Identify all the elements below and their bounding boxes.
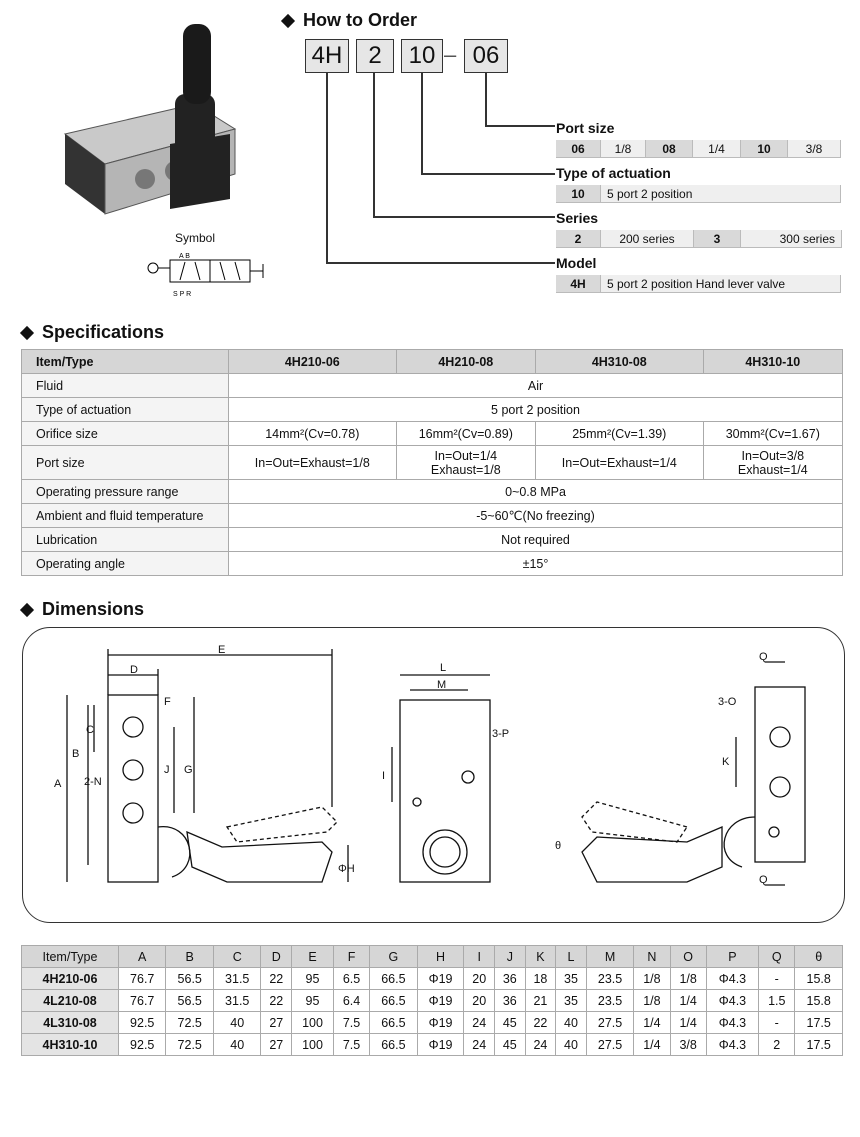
dim-header-col: J: [495, 946, 526, 968]
spec-header-type: 4H210-08: [396, 350, 535, 374]
dim-cell: 76.7: [118, 990, 166, 1012]
dim-cell: 31.5: [213, 990, 261, 1012]
dim-cell: Φ4.3: [706, 1034, 758, 1056]
dim-cell: 17.5: [795, 1012, 843, 1034]
code-box-series: 2: [356, 39, 394, 73]
dim-cell: 24: [464, 1012, 495, 1034]
dim-cell: 92.5: [118, 1034, 166, 1056]
dim-label-G: G: [184, 764, 193, 776]
dim-header-col: A: [118, 946, 166, 968]
dim-cell: 1/8: [670, 968, 706, 990]
spec-value: [396, 446, 535, 480]
dim-cell: 1/4: [670, 990, 706, 1012]
dim-cell: Φ19: [417, 1012, 464, 1034]
dim-cell: 20: [464, 968, 495, 990]
dim-header-col: P: [706, 946, 758, 968]
dim-cell: 56.5: [166, 968, 214, 990]
dim-header-col: C: [213, 946, 261, 968]
specifications-heading: [22, 322, 164, 343]
dim-cell: 36: [495, 968, 526, 990]
dim-header-col: K: [525, 946, 556, 968]
dim-label-A: A: [54, 778, 62, 790]
dim-table-row: [22, 968, 843, 990]
spec-row-lubrication: [22, 528, 843, 552]
dim-cell: 1/4: [634, 1034, 670, 1056]
dim-label-B: B: [72, 748, 80, 760]
dim-cell: 72.5: [166, 1012, 214, 1034]
spec-header-type: 4H210-06: [229, 350, 397, 374]
dim-cell: 36: [495, 990, 526, 1012]
dim-cell: 22: [261, 990, 292, 1012]
spec-header-item: Item/Type: [22, 350, 229, 374]
spec-value: 16mm²(Cv=0.89): [396, 422, 535, 446]
spec-value: 5 port 2 position: [229, 398, 843, 422]
spec-name: Fluid: [22, 374, 229, 398]
dimensions-title: Dimensions: [42, 599, 145, 619]
valve-symbol: [145, 250, 275, 300]
spec-row-angle: [22, 552, 843, 576]
dim-cell: 6.5: [333, 968, 369, 990]
dim-label-Q-bottom: Q: [759, 874, 768, 886]
port-size-1-8: 1/8: [601, 140, 646, 158]
dim-cell: 100: [292, 1034, 334, 1056]
dim-header-col: Q: [759, 946, 795, 968]
dim-cell: 45: [495, 1034, 526, 1056]
specifications-title: Specifications: [42, 322, 165, 342]
diamond-icon: [20, 602, 34, 616]
spec-name: Lubrication: [22, 528, 229, 552]
symbol-label: Symbol: [175, 231, 216, 245]
dim-cell: 24: [525, 1034, 556, 1056]
dim-label-M: M: [437, 679, 447, 691]
dim-cell: 66.5: [370, 1012, 418, 1034]
dim-cell: 40: [213, 1012, 261, 1034]
dim-table-row: [22, 1034, 843, 1056]
port-code-10: 10: [741, 140, 788, 158]
dim-cell: 24: [464, 1034, 495, 1056]
dim-cell: 1/8: [634, 990, 670, 1012]
spec-row-temperature: [22, 504, 843, 528]
dim-label-F: F: [164, 696, 171, 708]
diamond-icon: [281, 13, 295, 27]
dim-cell: 27: [261, 1034, 292, 1056]
dim-cell: 18: [525, 968, 556, 990]
dim-label-L: L: [440, 662, 447, 674]
dim-cell: Φ4.3: [706, 1012, 758, 1034]
dim-label-I: I: [382, 770, 386, 782]
dim-header-col: G: [370, 946, 418, 968]
dim-cell: 66.5: [370, 1034, 418, 1056]
dim-row-model: 4L210-08: [22, 990, 119, 1012]
spec-header-type: 4H310-08: [535, 350, 703, 374]
dim-cell: 95: [292, 968, 334, 990]
dim-cell: 1/4: [634, 1012, 670, 1034]
dim-cell: Φ4.3: [706, 990, 758, 1012]
spec-name: Ambient and fluid temperature: [22, 504, 229, 528]
dim-cell: 17.5: [795, 1034, 843, 1056]
dim-cell: 22: [261, 968, 292, 990]
code-dash: –: [444, 42, 457, 67]
dim-cell: 35: [556, 968, 587, 990]
model-label: Model: [556, 255, 597, 271]
spec-row-actuation: [22, 398, 843, 422]
dim-header-col: M: [586, 946, 634, 968]
dim-cell: Φ19: [417, 968, 464, 990]
spec-value-line: Exhaust=1/8: [430, 462, 501, 477]
dim-cell: 76.7: [118, 968, 166, 990]
actuation-label: Type of actuation: [556, 165, 671, 181]
dim-cell: 20: [464, 990, 495, 1012]
spec-row-fluid: [22, 374, 843, 398]
spec-header-row: [22, 350, 843, 374]
port-code-06: 06: [556, 140, 601, 158]
code-box-port: 06: [464, 39, 508, 73]
dim-cell: 40: [556, 1034, 587, 1056]
model-code: 4H: [556, 275, 601, 293]
dim-cell: 35: [556, 990, 587, 1012]
spec-value: 25mm²(Cv=1.39): [535, 422, 703, 446]
dim-cell: 100: [292, 1012, 334, 1034]
code-box-model: 4H: [305, 39, 349, 73]
diamond-icon: [20, 325, 34, 339]
actuation-value: 5 port 2 position: [601, 185, 841, 203]
dim-header-col: F: [333, 946, 369, 968]
dim-cell: -: [759, 968, 795, 990]
dimensions-table: [21, 945, 843, 1056]
dim-label-C: C: [86, 724, 94, 736]
spec-value: Air: [229, 374, 843, 398]
series-code-2: 2: [556, 230, 601, 248]
spec-name: Port size: [22, 446, 229, 480]
dim-label-N: 2-N: [84, 776, 102, 788]
dim-label-H: ΦH: [338, 863, 355, 875]
dim-cell: 7.5: [333, 1034, 369, 1056]
dim-row-model: 4H310-10: [22, 1034, 119, 1056]
spec-value: [703, 446, 842, 480]
how-to-order-title: How to Order: [303, 10, 418, 30]
dim-cell: -: [759, 1012, 795, 1034]
series-300: 300 series: [741, 230, 842, 248]
spec-row-port: [22, 446, 843, 480]
dim-label-K: K: [722, 756, 730, 768]
dim-header-row: [22, 946, 843, 968]
specifications-table: [21, 349, 843, 576]
dim-row-model: 4L310-08: [22, 1012, 119, 1034]
port-size-label: Port size: [556, 120, 615, 136]
dim-cell: 27.5: [586, 1012, 634, 1034]
dim-cell: 27: [261, 1012, 292, 1034]
spec-value: In=Out=Exhaust=1/8: [229, 446, 397, 480]
dimensions-drawing: [22, 627, 845, 923]
dim-cell: Φ4.3: [706, 968, 758, 990]
dim-cell: 27.5: [586, 1034, 634, 1056]
symbol-ports-bottom: S P R: [173, 291, 192, 298]
spec-name: Type of actuation: [22, 398, 229, 422]
dim-header-col: E: [292, 946, 334, 968]
dim-header-col: N: [634, 946, 670, 968]
series-label: Series: [556, 210, 599, 226]
model-row: [556, 275, 841, 293]
port-code-08: 08: [646, 140, 693, 158]
dim-cell: 7.5: [333, 1012, 369, 1034]
series-code-3: 3: [694, 230, 741, 248]
spec-name: Orifice size: [22, 422, 229, 446]
spec-header-type: 4H310-10: [703, 350, 842, 374]
model-value: 5 port 2 position Hand lever valve: [601, 275, 841, 293]
port-size-3-8: 3/8: [788, 140, 841, 158]
dim-header-item: Item/Type: [22, 946, 119, 968]
actuation-row: [556, 185, 841, 203]
dim-cell: 23.5: [586, 990, 634, 1012]
dim-header-col: L: [556, 946, 587, 968]
dim-cell: 45: [495, 1012, 526, 1034]
dim-table-body: [22, 968, 843, 1056]
spec-row-orifice: [22, 422, 843, 446]
dim-header-col: θ: [795, 946, 843, 968]
dim-label-J: J: [164, 764, 170, 776]
dim-label-D: D: [130, 664, 138, 676]
dim-table-row: [22, 990, 843, 1012]
spec-name: Operating angle: [22, 552, 229, 576]
dim-cell: 6.4: [333, 990, 369, 1012]
dim-cell: 66.5: [370, 968, 418, 990]
spec-value: Not required: [229, 528, 843, 552]
dim-cell: 21: [525, 990, 556, 1012]
spec-value: In=Out=Exhaust=1/4: [535, 446, 703, 480]
dim-cell: 31.5: [213, 968, 261, 990]
dim-row-model: 4H210-06: [22, 968, 119, 990]
dim-cell: 2: [759, 1034, 795, 1056]
dim-label-E: E: [218, 644, 226, 656]
dim-label-P: 3-P: [492, 728, 510, 740]
series-row: [556, 230, 842, 248]
spec-value-line: Exhaust=1/4: [737, 462, 808, 477]
spec-row-pressure: [22, 480, 843, 504]
dim-cell: 56.5: [166, 990, 214, 1012]
dim-cell: Φ19: [417, 1034, 464, 1056]
dim-header-col: I: [464, 946, 495, 968]
dim-table-row: [22, 1012, 843, 1034]
spec-name: Operating pressure range: [22, 480, 229, 504]
dim-header-col: D: [261, 946, 292, 968]
code-box-actuation: 10: [401, 39, 443, 73]
dim-cell: Φ19: [417, 990, 464, 1012]
spec-value: ±15°: [229, 552, 843, 576]
dim-cell: 95: [292, 990, 334, 1012]
order-leader-lines: [300, 70, 560, 270]
dim-cell: 40: [213, 1034, 261, 1056]
dim-cell: 15.8: [795, 990, 843, 1012]
spec-value: 0~0.8 MPa: [229, 480, 843, 504]
dim-cell: 72.5: [166, 1034, 214, 1056]
dim-cell: 1.5: [759, 990, 795, 1012]
dim-cell: 92.5: [118, 1012, 166, 1034]
dim-cell: 23.5: [586, 968, 634, 990]
port-size-row: [556, 140, 841, 158]
spec-value-line: In=Out=3/8: [741, 448, 805, 463]
dim-label-theta: θ: [555, 840, 562, 852]
product-photo: [45, 14, 255, 229]
symbol-ports-top: A B: [179, 253, 190, 260]
port-size-1-4: 1/4: [693, 140, 741, 158]
how-to-order-heading: [283, 10, 417, 31]
dim-cell: 15.8: [795, 968, 843, 990]
dim-header-col: H: [417, 946, 464, 968]
spec-value: 30mm²(Cv=1.67): [703, 422, 842, 446]
dim-header-col: O: [670, 946, 706, 968]
dim-cell: 1/4: [670, 1012, 706, 1034]
dim-header-col: B: [166, 946, 214, 968]
dim-label-Q-top: Q: [759, 651, 768, 663]
spec-value: 14mm²(Cv=0.78): [229, 422, 397, 446]
spec-value-line: In=Out=1/4: [434, 448, 498, 463]
actuation-code: 10: [556, 185, 601, 203]
dim-cell: 66.5: [370, 990, 418, 1012]
dim-cell: 22: [525, 1012, 556, 1034]
dimensions-heading: [22, 599, 144, 620]
series-200: 200 series: [601, 230, 694, 248]
dim-cell: 40: [556, 1012, 587, 1034]
spec-value: -5~60℃(No freezing): [229, 504, 843, 528]
dim-label-O: 3-O: [718, 696, 737, 708]
dim-cell: 3/8: [670, 1034, 706, 1056]
dim-cell: 1/8: [634, 968, 670, 990]
